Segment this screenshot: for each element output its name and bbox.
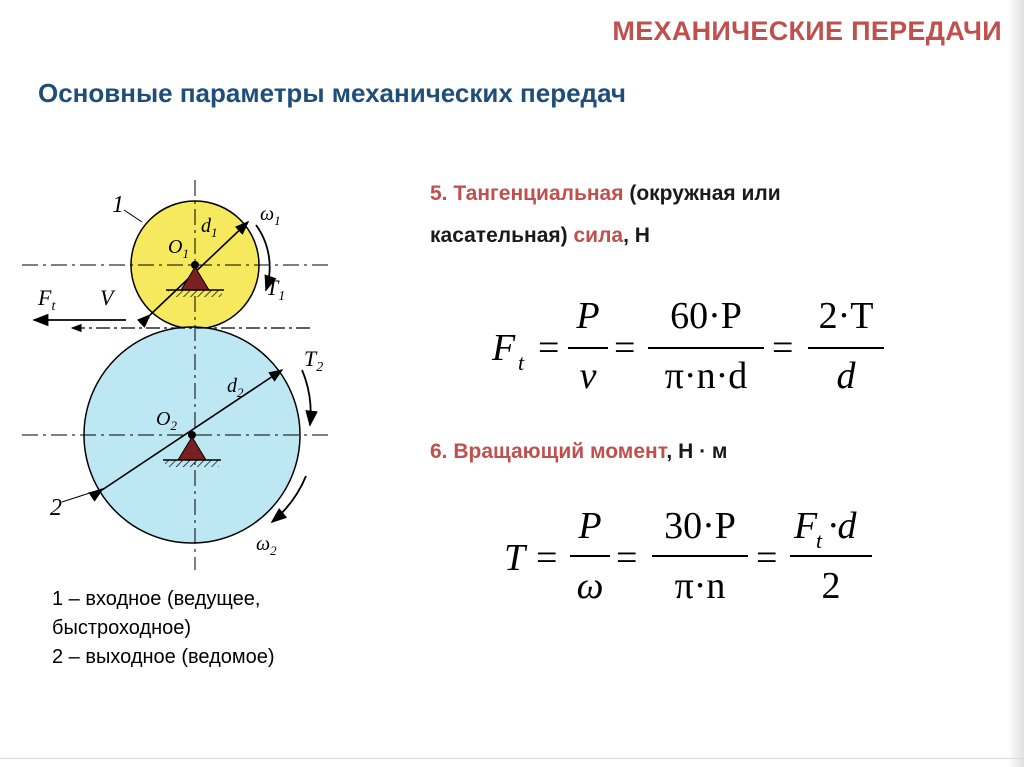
svg-text:30·P: 30·P xyxy=(664,505,736,547)
label-omega2: $\omega_2$ xyxy=(256,533,277,558)
label-O2: $O_2$ xyxy=(156,408,177,433)
svg-text:v: v xyxy=(579,355,597,397)
svg-text:=: = xyxy=(772,327,794,369)
svg-text:t: t xyxy=(518,350,525,375)
svg-text:π·n: π·n xyxy=(674,565,726,607)
section-5-heading-line-1: 5. Тангенциальная (окружная или xyxy=(430,182,781,205)
section-5-title: 5. Тангенциальная xyxy=(430,182,624,205)
label-d1: $d_1$ xyxy=(201,215,218,240)
section-6-heading: 6. Вращающий момент, Н · м xyxy=(430,440,728,463)
legend-line: 2 – выходное (ведомое) xyxy=(52,646,275,668)
section-6-title: 6. Вращающий момент xyxy=(430,440,667,463)
label-T1: $T_1$ xyxy=(266,275,286,304)
label-wheel-2: 2 xyxy=(50,495,62,521)
svg-text:2: 2 xyxy=(821,565,841,607)
svg-text:=: = xyxy=(538,327,560,369)
svg-text:P: P xyxy=(578,505,602,547)
svg-text:·d: ·d xyxy=(828,505,857,547)
svg-text:=: = xyxy=(616,537,638,579)
svg-text:F: F xyxy=(794,505,818,547)
legend-line: быстроходное) xyxy=(52,617,192,639)
svg-text:F: F xyxy=(492,327,516,369)
svg-text:2·T: 2·T xyxy=(818,295,874,337)
formula-tangential-force xyxy=(486,288,906,408)
label-omega1: $\omega_1$ xyxy=(260,203,281,228)
svg-text:π·n·d: π·n·d xyxy=(664,355,748,397)
svg-text:60·P: 60·P xyxy=(670,295,742,337)
label-d2: $d_2$ xyxy=(227,375,244,400)
slide-subtitle: Основные параметры механических передач xyxy=(38,78,626,108)
label-Ft: $F_t$ xyxy=(38,285,56,314)
slide-edge-shadow xyxy=(1008,0,1024,767)
bottom-divider xyxy=(0,758,1024,759)
formula-torque xyxy=(498,500,898,620)
svg-text:T: T xyxy=(504,537,526,579)
label-V: V xyxy=(100,285,114,310)
legend-line: 1 – входное (ведущее, xyxy=(52,588,261,610)
svg-text:=: = xyxy=(536,537,558,579)
svg-text:d: d xyxy=(836,355,856,397)
svg-text:=: = xyxy=(614,327,636,369)
label-wheel-1: 1 xyxy=(112,192,124,218)
svg-text:ω: ω xyxy=(576,565,604,607)
label-T2: $T_2$ xyxy=(304,346,324,375)
slide-header-title: МЕХАНИЧЕСКИЕ ПЕРЕДАЧИ xyxy=(612,16,1002,46)
svg-text:P: P xyxy=(576,295,600,337)
legend xyxy=(52,585,275,672)
svg-text:t: t xyxy=(816,528,823,553)
label-O1: $O_1$ xyxy=(168,236,189,261)
svg-text:=: = xyxy=(756,537,778,579)
section-5-heading-line-2: касательная) сила, Н xyxy=(430,224,650,247)
gear-pair-diagram xyxy=(20,170,350,570)
